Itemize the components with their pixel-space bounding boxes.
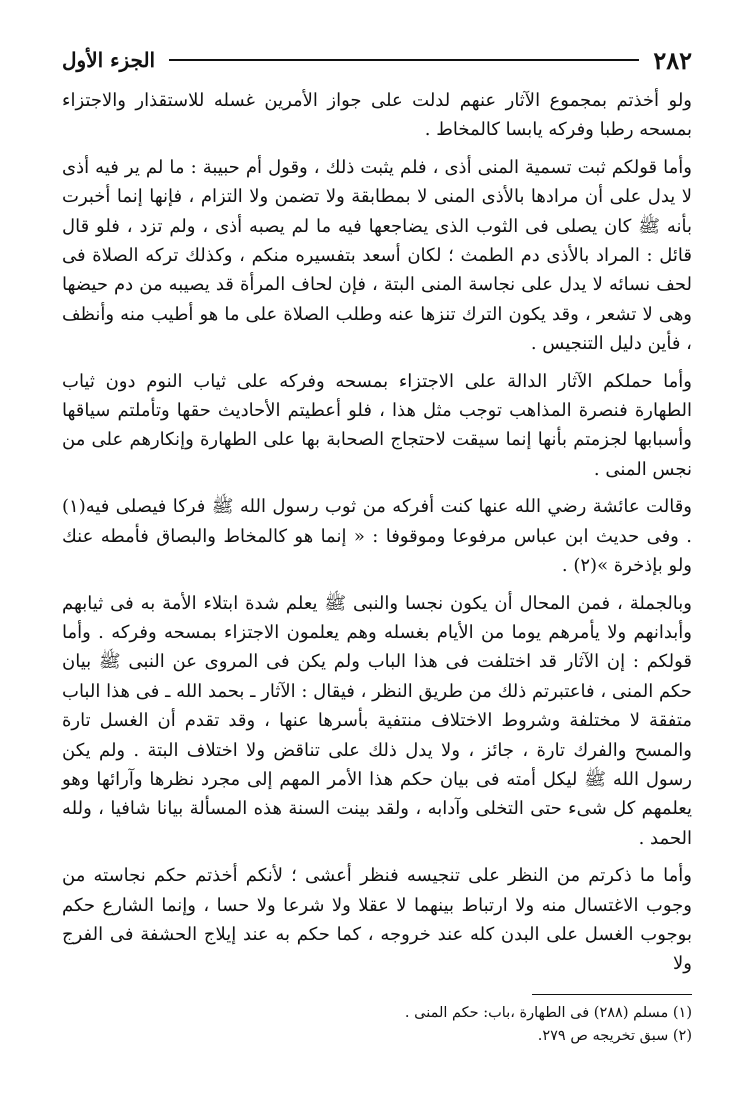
paragraph: وأما حملكم الآثار الدالة على الاجتزاء بمسحه وفركه على ثياب النوم دون ثياب الطهارة فنصرة المذاهب توجب مثل هذا ، فلو أعطيتم الأحاديث حقها وتأملتم سياقها وأسبابها لجزمتم بأنها إنما سيقت لاحتجاج الصحابة بها على الطهارة وإنكارهم على من نجس المنى .: [62, 370, 692, 480]
paragraph: وأما قولكم ثبت تسمية المنى أذى ، فلم يثبت ذلك ، وقول أم حبيبة : ما لم ير فيه أذى لا يدل على أن مرادها بالأذى المنى لا بمطابقة ولا تضمن ولا التزام ، فإنها إنما أخبرت بأنه ﷺ كان يصلى فى الثوب الذى يضاجعها فيه ما لم يصبه أذى ، ولم تزد ، فلو قال قائل : المراد بالأذى دم الطمث ؛ لكان أسعد بتفسيره منكم ، وكذلك تركه الصلاة فى لحف نسائه لا يدل على نجاسة المنى البتة ، فإن لحاف المرأة قد يصيبه من دم حيضها وهى لا تشعر ، وقد يكون الترك تنزها عنه وطلب الصلاة على ما هو أطيب منه وأنظف ، فأين دليل التنجيس .: [62, 156, 692, 355]
footnote: (١) مسلم (٢٨٨) فى الطهارة ،باب: حكم المنى .: [404, 1005, 692, 1021]
paragraph: وأما ما ذكرتم من النظر على تنجيسه فنظر أعشى ؛ لأنكم أخذتم حكم نجاسته من وجوب الاغتسال منه ولا ارتباط بينهما لا عقلا ولا شرعا ولا حسا ، وإنما الشارع حكم بوجوب الغسل على البدن كله عند خروجه ، كما حكم به عند إيلاج الحشفة فى الفرج ولا: [62, 865, 692, 975]
footnote-separator: [532, 994, 692, 995]
paragraph: وبالجملة ، فمن المحال أن يكون نجسا والنبى ﷺ يعلم شدة ابتلاء الأمة به فى ثيابهم وأبدانهم ولا يأمرهم يوما من الأيام بغسله وهم يعلمون الاجتزاء بمسحه وفركه . وأما قولكم : إن الآثار قد اختلفت فى هذا الباب ولم يكن فى المروى عن النبى ﷺ بيان حكم المنى ، فاعتبرتم ذلك من طريق النظر ، فيقال : الآثار ـ بحمد الله ـ فى هذا الباب متفقة لا مختلفة وشروط الاختلاف منتفية بأسرها عنها ، وقد تقدم أن الغسل تارة والمسح والفرك تارة ، جائز ، ولا يدل ذلك على تناقض ولا اختلاف البتة . ولم يكن رسول الله ﷺ ليكل أمته فى بيان حكم هذا الأمر المهم إلى مجرد نظرها وآرائها وهو يعلمهم كل شىء حتى التخلى وآدابه ، ولقد بينت السنة هذه المسألة بيانا شافيا ، ولله الحمد .: [62, 592, 692, 849]
page-header: [62, 42, 692, 78]
footnote: (٢) سبق تخريجه ص ٢٧٩.: [537, 1028, 692, 1044]
body-text: [62, 86, 692, 979]
page-number: ٢٨٢: [653, 45, 692, 75]
header-rule: [169, 59, 639, 61]
footnotes: [62, 1002, 692, 1048]
paragraph: ولو أخذتم بمجموع الآثار عنهم لدلت على جواز الأمرين غسله للاستقذار والاجتزاء بمسحه رطبا وفركه يابسا كالمخاط .: [62, 90, 692, 141]
running-title: الجزء الأول: [62, 48, 156, 72]
paragraph: وقالت عائشة رضي الله عنها كنت أفركه من ثوب رسول الله ﷺ فركا فيصلى فيه(١) . وفى حديث ابن عباس مرفوعا وموقوفا : « إنما هو كالمخاط والبصاق فأمطه عنك ولو بإذخرة »(٢) .: [62, 496, 692, 577]
